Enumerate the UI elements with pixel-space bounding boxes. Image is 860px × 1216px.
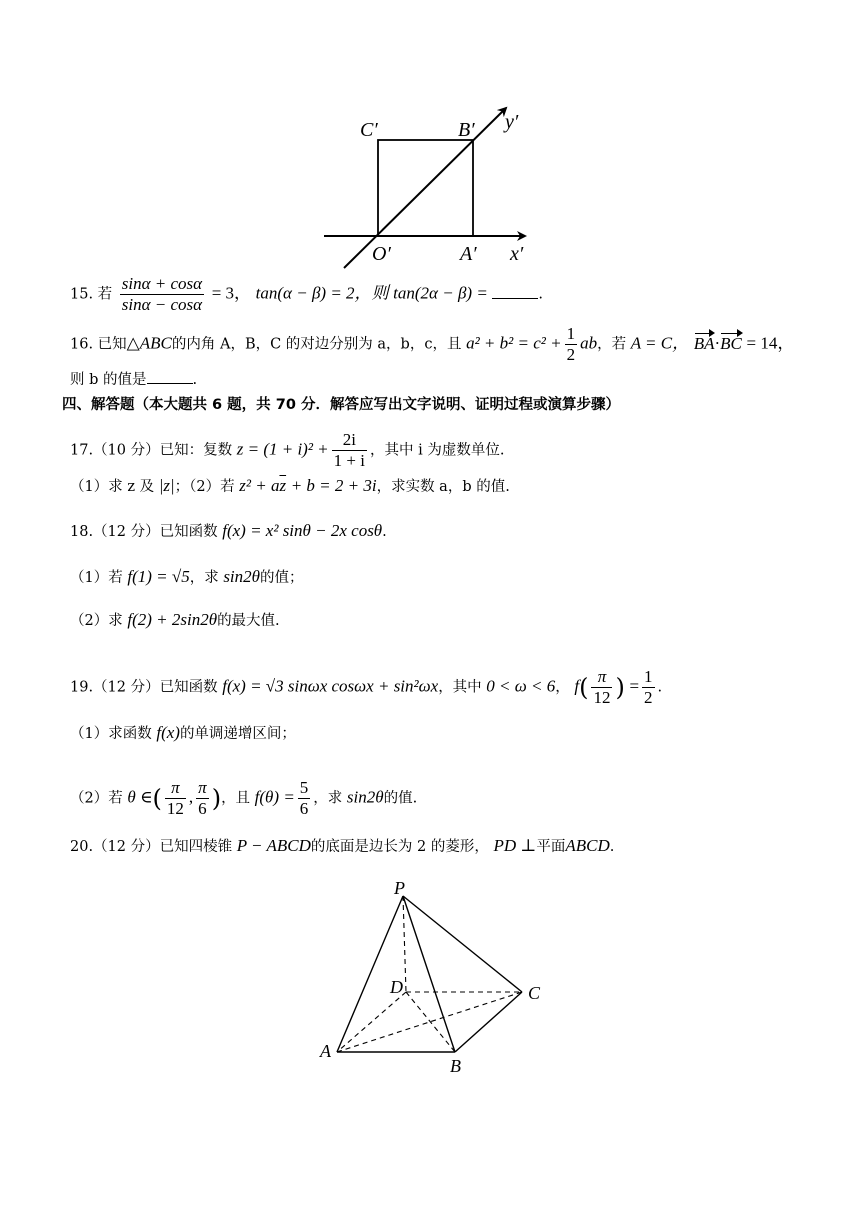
q19-p1a: （1）求函数 xyxy=(70,726,152,742)
edge-pc xyxy=(403,896,522,992)
q16-triangle: △ABC xyxy=(126,333,172,353)
q19-i1n: π xyxy=(165,778,186,799)
q19-omega: 0 < ω < 6 xyxy=(486,676,556,696)
q17-part2: ；（2）若 xyxy=(174,479,235,495)
q16-answer-blank xyxy=(147,369,193,384)
edge-bc xyxy=(455,992,522,1052)
q17-eq: z² + a xyxy=(239,476,280,495)
q19-end: . xyxy=(657,679,663,696)
q19-i2d: 6 xyxy=(198,799,207,818)
q15-tan1: tan(α − β) = 2，则 xyxy=(255,283,389,303)
q20-intro: 20.（12 分）已知四棱锥 xyxy=(70,839,233,855)
q19-comma: , xyxy=(188,787,194,807)
q18-p2b: 的最大值. xyxy=(217,613,280,629)
label-b: B xyxy=(450,1056,461,1076)
q20-t1: 的底面是边长为 2 的菱形， xyxy=(310,839,489,855)
q18-p1s: sin2θ xyxy=(223,567,261,586)
oblique-axis-figure xyxy=(310,100,550,270)
q19-t: ，其中 xyxy=(438,679,482,696)
q18-p2a: （2）求 xyxy=(70,613,123,629)
q19-eq: = xyxy=(629,676,640,696)
q19-p2d: 的值. xyxy=(383,790,418,807)
q16-ab: ab xyxy=(580,333,598,353)
q19-interval-close: ) xyxy=(211,784,222,813)
label-c-prime: C′ xyxy=(360,119,378,141)
q17-zbar: $\overline{z}$ xyxy=(279,476,287,495)
q17-part1: （1）求 z 及 xyxy=(70,479,155,495)
q19-interval-open: ( xyxy=(152,784,162,813)
question-18 xyxy=(70,521,387,542)
q19-half xyxy=(642,667,655,708)
q18-intro: 18.（12 分）已知函数 xyxy=(70,524,218,540)
q19-p1f: f(x) xyxy=(156,723,180,742)
q15-tan2: tan(2α − β) = xyxy=(393,283,488,303)
q17-fraction xyxy=(332,430,367,471)
q16-equation: a² + b² = c² + xyxy=(466,333,562,353)
q19-function: f(x) = √3 sinωx cosωx + sin²ωx xyxy=(222,676,439,696)
q18-p1f: f(1) = √5 xyxy=(127,567,190,586)
q16-t1: 已知 xyxy=(97,336,127,353)
q16-half-den: 2 xyxy=(566,345,576,364)
q19-interval-high xyxy=(196,778,209,819)
q16-vector-bc: BC xyxy=(720,333,742,353)
label-p: P xyxy=(394,880,405,898)
q19-paren-open: ( xyxy=(579,673,589,702)
q19-12: 12 xyxy=(593,688,611,707)
diagonal-ac xyxy=(337,992,522,1052)
q20-pd: PD ⊥ xyxy=(493,836,537,855)
q19-paren-close: ) xyxy=(615,673,625,702)
q20-end: . xyxy=(609,839,615,855)
edge-da xyxy=(337,992,406,1052)
q15-answer-blank xyxy=(492,284,538,299)
q17-tail: ，其中 i 为虚数单位. xyxy=(369,442,505,459)
q16-t4: 则 b 的值是 xyxy=(70,372,147,388)
q19-p2a: （2）若 xyxy=(70,790,123,807)
q19-intro: 19.（12 分）已知函数 xyxy=(70,679,218,696)
q17-absz: |z| xyxy=(158,476,175,495)
q19-pi: π xyxy=(591,667,612,688)
question-19-part1 xyxy=(70,723,296,744)
q18-p2f: f(2) + 2sin2θ xyxy=(127,610,218,629)
question-15 xyxy=(70,274,543,315)
q18-function: f(x) = x² sinθ − 2x cosθ xyxy=(222,521,383,540)
q17-num: 2i xyxy=(332,430,367,451)
label-b-prime: B′ xyxy=(458,119,475,141)
label-d: D xyxy=(390,977,403,997)
q19-sep: ， xyxy=(555,679,570,696)
q19-p2c: ，求 xyxy=(313,790,343,807)
q19-f: f xyxy=(574,676,580,696)
q17-z: z = (1 + i)² + xyxy=(236,439,329,459)
q18-p1c: 的值； xyxy=(260,570,304,586)
q15-num: sinα + cosα xyxy=(121,274,203,293)
pyramid-figure xyxy=(310,880,560,1080)
q19-interval-low xyxy=(165,778,186,819)
q19-p2b: ，且 xyxy=(221,790,251,807)
q17-intro: 17.（10 分）已知：复数 xyxy=(70,442,233,459)
edge-pb xyxy=(403,896,455,1052)
q16-eq14: = 14， xyxy=(746,333,795,353)
question-18-part2 xyxy=(70,610,280,631)
q19-i1d: 12 xyxy=(166,799,184,818)
q20-t2: 平面 xyxy=(536,839,566,855)
q19-ftheta: f(θ) = xyxy=(254,787,295,807)
q16-end: . xyxy=(192,372,198,388)
edge-db xyxy=(406,992,455,1052)
section-4-heading: 四、解答题（本大题共 6 题，共 70 分．解答应写出文字说明、证明过程或演算步骤） xyxy=(62,397,620,413)
q15-pre: 若 xyxy=(97,286,113,303)
question-17-parts xyxy=(70,476,510,497)
q16-half-num: 1 xyxy=(566,324,576,343)
q16-t2: 的内角 A，B，C 的对边分别为 a，b，c，且 xyxy=(171,336,462,353)
q19-vn: 5 xyxy=(299,778,309,797)
q15-number: 15. xyxy=(70,286,94,303)
edge-pd xyxy=(403,896,406,992)
label-a: A xyxy=(320,1041,331,1061)
q17-den: 1 + i xyxy=(333,451,365,470)
question-19 xyxy=(70,667,662,708)
q20-abcd: ABCD xyxy=(565,836,610,855)
q18-p1a: （1）若 xyxy=(70,570,123,586)
label-a-prime: A′ xyxy=(460,243,477,265)
label-o-prime: O′ xyxy=(372,243,391,265)
label-c: C xyxy=(528,983,541,1003)
q19-s2: sin2θ xyxy=(346,787,384,807)
q16-dot: · xyxy=(714,333,721,353)
q19-hd: 2 xyxy=(644,688,653,707)
edge-pa xyxy=(337,896,403,1052)
question-20 xyxy=(70,836,614,857)
question-18-part1 xyxy=(70,567,304,588)
q20-pyramid: P − ABCD xyxy=(236,836,311,855)
label-y-prime: y′ xyxy=(505,111,519,133)
label-x-prime: x′ xyxy=(510,243,524,265)
q18-end: . xyxy=(382,524,387,540)
q19-theta: θ ∈ xyxy=(127,787,153,807)
q16-t3: ，若 xyxy=(597,336,627,353)
q19-p1b: 的单调递增区间； xyxy=(179,726,296,742)
q16-half xyxy=(565,324,578,365)
q19-five-sixths xyxy=(298,778,311,819)
q17-part3: ，求实数 a，b 的值. xyxy=(376,479,510,495)
q17-eq2: + b = 2 + 3i xyxy=(290,476,377,495)
question-17 xyxy=(70,430,504,471)
q19-pi12 xyxy=(591,667,612,708)
question-19-part2 xyxy=(70,778,417,819)
question-16 xyxy=(70,324,794,365)
q19-hn: 1 xyxy=(644,667,653,686)
q15-end: . xyxy=(538,286,544,303)
q15-fraction xyxy=(120,274,204,315)
q19-vd: 6 xyxy=(299,799,309,818)
q15-eq1: = 3， xyxy=(211,283,252,303)
q19-i2n: π xyxy=(198,778,207,797)
question-16-line2 xyxy=(70,369,197,390)
q18-p1b: ，求 xyxy=(189,570,219,586)
q15-den: sinα − cosα xyxy=(121,295,203,314)
q16-vector-ba: BA xyxy=(693,333,715,353)
q16-cond: A = C， xyxy=(630,333,690,353)
q16-number: 16. xyxy=(70,336,94,353)
